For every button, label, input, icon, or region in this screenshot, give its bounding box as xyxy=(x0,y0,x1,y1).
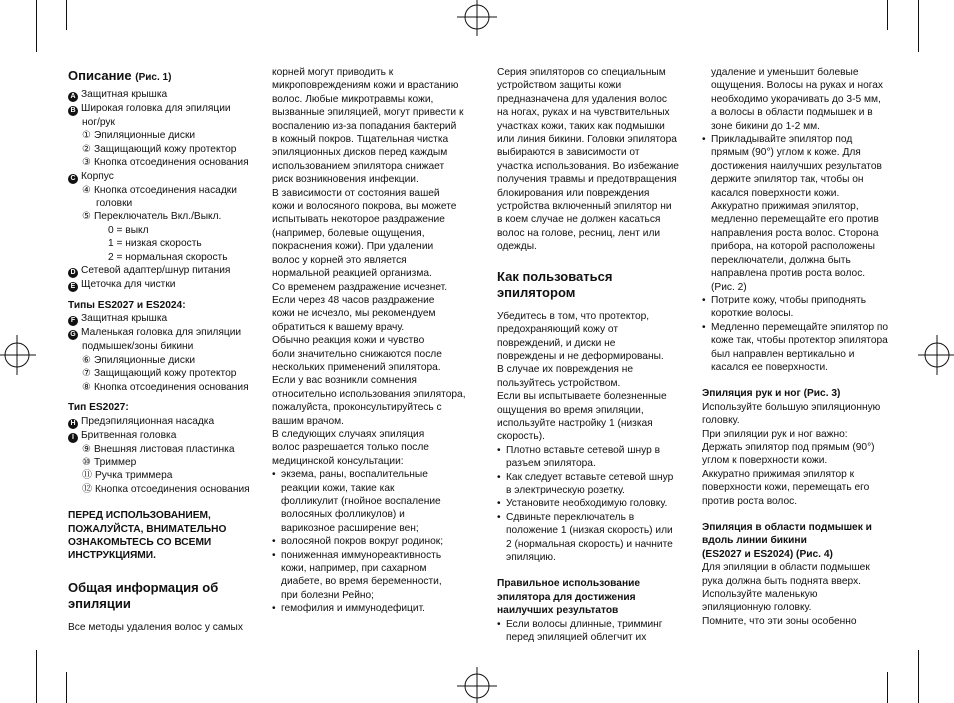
letter-marker-icon: E xyxy=(68,282,78,292)
part-label: 0 = выкл xyxy=(108,224,149,236)
bullet-item xyxy=(702,321,892,375)
bullet-icon: • xyxy=(272,603,276,615)
number-marker-icon: ⑨ xyxy=(82,443,91,455)
text-line xyxy=(497,444,687,457)
letter-marker-icon: I xyxy=(68,433,78,443)
column-description xyxy=(68,66,258,634)
text-line: Держать эпилятор под прямым (90°) xyxy=(702,441,875,453)
part-item xyxy=(68,483,258,496)
section-title-description: Описание (Рис. 1) xyxy=(68,68,172,83)
text-line: пожалуйста, проконсультируйтесь с xyxy=(272,402,442,414)
section-title-how-to-use: Как пользоваться эпилятором xyxy=(497,268,613,300)
text-line xyxy=(272,602,462,615)
part-item xyxy=(68,251,258,264)
text-line: (Рис. 2) xyxy=(711,281,747,293)
text-line: на ногах, руках и на чувствительных xyxy=(497,107,670,119)
text-line: Для эпиляции в области подмышек xyxy=(702,562,870,574)
text-line: был направлен вертикально и xyxy=(711,348,855,360)
text-line: углом к поверхности кожи. xyxy=(702,455,828,467)
part-item xyxy=(68,443,258,456)
text-line: медленно перемещайте его против xyxy=(711,214,879,226)
text-line: При эпиляции рук и ног важно: xyxy=(702,428,848,440)
part-label: 2 = нормальная скорость xyxy=(108,251,228,263)
column-how-to-use xyxy=(497,66,687,644)
bullet-item xyxy=(272,468,462,535)
part-label: Ручка триммера xyxy=(95,470,173,482)
text-line xyxy=(497,471,687,484)
crop-mark xyxy=(66,672,67,703)
crop-mark xyxy=(36,650,37,703)
part-label: Бритвенная головка xyxy=(81,429,177,441)
armpit-heading: Эпиляция в области подмышек и вдоль линии бикини (ES2027 и ES2024) (Рис. 4) xyxy=(702,522,872,560)
text-line: эпиляционную головку. xyxy=(702,602,812,614)
part-label: Маленькая головка для эпиляции xyxy=(81,327,242,339)
part-item xyxy=(68,224,258,237)
text-line xyxy=(272,468,462,481)
warning-text: ПЕРЕД ИСПОЛЬЗОВАНИЕМ, ПОЖАЛУЙСТА, ВНИМАТЕЛЬНО ОЗНАКОМЬТЕСЬ СО ВСЕМИ ИНСТРУКЦИЯМИ. xyxy=(68,510,227,562)
text-line xyxy=(497,618,687,631)
part-label: Кнопка отсоединения основания xyxy=(95,483,250,495)
text-line: переключатели, должна быть xyxy=(711,254,851,266)
bullet-text: экзема, раны, воспалительные xyxy=(281,469,428,481)
part-item xyxy=(68,237,258,250)
text-line: кожи, например, при сахарном xyxy=(281,563,427,575)
bullet-list xyxy=(497,444,687,565)
text-line: Если вы испытываете болезненные xyxy=(497,391,667,403)
text-line: волос у корней это является xyxy=(272,254,407,266)
text-line: устройством защиты кожи xyxy=(497,80,622,92)
text-line: разъем эпилятора. xyxy=(506,458,596,470)
part-label: Кнопка отсоединения насадки xyxy=(93,184,237,196)
text-line: вызванные эпиляцией, могут привести к xyxy=(272,107,464,119)
paragraph-text xyxy=(272,66,466,468)
text-line xyxy=(702,133,892,146)
bullet-icon: • xyxy=(497,511,501,523)
bullet-text: Как следует вставьте сетевой шнур xyxy=(506,471,674,483)
text-line: рука должна быть поднята вверх. xyxy=(702,575,861,587)
part-item xyxy=(68,156,258,169)
part-label: Предэпиляционная насадка xyxy=(81,415,215,427)
text-line: удаление и уменьшит болевые xyxy=(711,67,859,78)
text-line: использованием эпилятора снижает xyxy=(272,160,445,172)
part-label: Кнопка отсоединения основания xyxy=(93,381,249,393)
text-line: Если через 48 часов раздражение xyxy=(272,294,435,306)
text-line: в кожный покров. Тщательная чистка xyxy=(272,134,449,146)
text-line xyxy=(497,497,687,510)
number-marker-icon: ⑪ xyxy=(82,470,92,482)
text-line: Серия эпиляторов со специальным xyxy=(497,67,666,78)
text-line: медицинской консультации: xyxy=(272,455,404,467)
text-line: ощущения во время эпиляции, xyxy=(497,404,644,416)
part-label: Эпиляционные диски xyxy=(93,354,196,366)
text-line xyxy=(272,535,462,548)
bullet-list xyxy=(272,468,462,615)
text-line: головку. xyxy=(702,415,740,427)
text-line: корней могут приводить к xyxy=(272,67,394,78)
number-marker-icon: ④ xyxy=(82,184,91,196)
part-item xyxy=(68,143,258,156)
text-line xyxy=(702,321,892,334)
bullet-icon: • xyxy=(497,618,501,630)
bullet-item xyxy=(272,549,462,603)
part-label: Защитная крышка xyxy=(81,89,168,100)
text-line: перед эпиляцией облегчит их xyxy=(506,632,647,644)
text-line: коже так, чтобы протектор эпилятора xyxy=(711,335,888,347)
type2-heading: Тип ES2027: xyxy=(68,402,129,414)
part-label: Переключатель Вкл./Выкл. xyxy=(93,211,222,223)
text-line: Помните, что эти зоны особенно xyxy=(702,615,857,627)
bullet-text: волосяной покров вокруг родинок; xyxy=(281,536,444,548)
text-line: предназначена для удаления волос xyxy=(497,93,668,105)
parts-list xyxy=(68,88,258,292)
crop-mark xyxy=(918,0,919,52)
text-line xyxy=(702,294,892,307)
text-line: в коем случае не должен касаться xyxy=(497,214,661,226)
bullet-icon: • xyxy=(272,469,276,481)
part-item xyxy=(68,340,258,353)
text-line: покраснения кожи). При удалении xyxy=(272,241,434,253)
part-item xyxy=(68,367,258,380)
paragraph-text xyxy=(497,310,687,444)
bullet-icon: • xyxy=(497,498,501,510)
bullet-icon: • xyxy=(272,536,276,548)
text-line: короткие волосы. xyxy=(711,308,794,320)
text-line: Обычно реакция кожи и чувство xyxy=(272,335,425,347)
part-item xyxy=(68,429,258,443)
bullet-item xyxy=(702,294,892,321)
part-label: подмышек/зоны бикини xyxy=(82,341,194,353)
text-line: нескольких применений эпилятора. xyxy=(272,361,441,373)
text-line: нормальной реакцией организма. xyxy=(272,268,432,280)
registration-mark-left xyxy=(0,330,40,380)
text-line: направления роста волос. Сторона xyxy=(711,227,879,239)
text-line: 2 (нормальная скорость) и начните xyxy=(506,538,673,550)
text-line: относительно использования эпилятора, xyxy=(272,388,466,400)
text-line: Если у вас возникли сомнения xyxy=(272,375,417,387)
part-item xyxy=(68,210,258,223)
registration-mark-top xyxy=(452,0,502,40)
text-line: риск возникновения инфекции. xyxy=(272,174,419,186)
paragraph-text xyxy=(702,561,892,628)
bullet-text: гемофилия и иммунодефицит. xyxy=(281,603,425,615)
paragraph-text xyxy=(497,66,687,254)
number-marker-icon: ⑫ xyxy=(82,483,92,495)
part-item xyxy=(68,312,258,326)
part-item xyxy=(68,381,258,394)
bullet-text: пониженная иммунореактивность xyxy=(281,549,442,561)
bullet-list xyxy=(702,133,892,374)
text-line: зоне бикини до 1-2 мм. xyxy=(711,120,820,132)
number-marker-icon: ⑩ xyxy=(82,456,91,468)
text-line: скорость). xyxy=(497,431,545,443)
proper-use-heading: Правильное использование эпилятора для достижения наилучших результатов xyxy=(497,578,641,617)
text-line: волос на голове, ресниц, лент или xyxy=(497,227,661,239)
part-label: Защитная крышка xyxy=(81,313,168,325)
bullet-text: Установите необходимую головку. xyxy=(506,498,668,510)
text-line: эпиляционных дисков перед каждым xyxy=(272,147,448,159)
registration-mark-right xyxy=(914,330,954,380)
letter-marker-icon: A xyxy=(68,92,78,102)
part-label: Защищающий кожу протектор xyxy=(93,143,237,155)
text-line: испытывать некоторое раздражение xyxy=(272,214,445,226)
text-line: В зависимости от состояния вашей xyxy=(272,187,440,199)
bullet-text: Потрите кожу, чтобы приподнять xyxy=(711,294,867,306)
text-line: при болезни Рейно; xyxy=(281,589,375,601)
text-line: кожи не исчезло, мы рекомендуем xyxy=(272,308,436,320)
part-item xyxy=(68,469,258,482)
text-line: касался ее поверхности. xyxy=(711,361,829,373)
number-marker-icon: ① xyxy=(82,130,91,142)
paragraph-text: Все методы удаления волос у самых xyxy=(68,621,243,633)
bullet-list xyxy=(497,618,687,645)
text-line: обратиться к вашему врачу. xyxy=(272,321,405,333)
text-line: блокирования или повреждения xyxy=(497,187,650,199)
crop-mark xyxy=(918,650,919,703)
part-label: Щеточка для чистки xyxy=(81,279,176,291)
text-line: предохраняющий кожу от xyxy=(497,324,619,336)
text-line: боли значительно снижаются после xyxy=(272,348,442,360)
text-line: волос. Любые микротравмы кожи, xyxy=(272,93,434,105)
text-line: положение 1 (низкая скорость) или xyxy=(506,525,673,537)
paragraph-text xyxy=(702,401,892,508)
text-line: прибора, на которой расположены xyxy=(711,241,875,253)
bullet-text: Сдвиньте переключатель в xyxy=(506,511,635,523)
column-general-info xyxy=(272,66,466,616)
part-item xyxy=(68,184,258,197)
bullet-item xyxy=(702,133,892,294)
bullet-text: Медленно перемещайте эпилятор по xyxy=(711,321,889,333)
number-marker-icon: ⑤ xyxy=(82,211,91,223)
part-item xyxy=(68,116,258,129)
bullet-item xyxy=(497,444,687,471)
text-line: Используйте большую эпиляционную xyxy=(702,401,881,413)
text-line: пользуйтесь устройством. xyxy=(497,377,621,389)
text-line: диабете, во время беременности, xyxy=(281,576,442,588)
text-line xyxy=(497,511,687,524)
text-line: Убедитесь в том, что протектор, xyxy=(497,310,650,322)
text-line: а волосы в области подмышек и в xyxy=(711,107,873,119)
number-marker-icon: ⑦ xyxy=(82,368,91,380)
text-line: выбираются в зависимости от xyxy=(497,147,640,159)
text-line: волос разрешается только после xyxy=(272,442,429,454)
types-parts-list xyxy=(68,312,258,394)
bullet-text: Если волосы длинные, тримминг xyxy=(506,618,663,630)
letter-marker-icon: D xyxy=(68,268,78,278)
text-line: в электрическую розетку. xyxy=(506,484,625,496)
text-line: получения травмы и предотвращения xyxy=(497,174,677,186)
part-item xyxy=(68,278,258,292)
text-line: повреждений, и диски не xyxy=(497,337,616,349)
part-label: ног/рук xyxy=(82,117,115,128)
letter-marker-icon: H xyxy=(68,419,78,429)
text-line: используйте настройку 1 (низкая xyxy=(497,417,653,429)
text-line: или линия бикини. Головки эпилятора xyxy=(497,134,677,146)
bullet-icon: • xyxy=(702,134,706,146)
text-line xyxy=(272,549,462,562)
text-line: устройства включенный эпилятор ни xyxy=(497,201,672,213)
types-heading: Типы ES2027 и ES2024: xyxy=(68,300,186,312)
type2-parts-list xyxy=(68,415,258,497)
part-label: 1 = низкая скорость xyxy=(108,238,202,250)
part-item xyxy=(68,456,258,469)
bullet-text: Плотно вставьте сетевой шнур в xyxy=(506,444,660,456)
text-line: фолликулит (гнойное воспаление xyxy=(281,496,441,507)
text-line: одежды. xyxy=(497,241,537,253)
legs-heading: Эпиляция рук и ног (Рис. 3) xyxy=(702,388,841,400)
part-label: Триммер xyxy=(93,456,137,468)
crop-mark xyxy=(887,0,888,30)
crop-mark xyxy=(66,0,67,30)
part-label: Корпус xyxy=(81,170,114,182)
registration-mark-bottom xyxy=(452,663,502,703)
text-line: Аккуратно прижимая эпилятор, xyxy=(711,201,859,213)
text-line: касался поверхности кожи. xyxy=(711,187,840,199)
part-item xyxy=(68,326,258,340)
text-line: прямым (90°) углом к коже. Для xyxy=(711,147,861,159)
part-item xyxy=(68,264,258,278)
part-label: Внешняя листовая пластинка xyxy=(93,443,235,455)
part-label: головки xyxy=(96,198,133,210)
part-label: Защищающий кожу протектор xyxy=(93,368,237,380)
part-item xyxy=(68,415,258,429)
bullet-icon: • xyxy=(702,321,706,333)
bullet-icon: • xyxy=(702,294,706,306)
bullet-item xyxy=(497,471,687,498)
text-line: повреждены и не деформированы. xyxy=(497,350,664,362)
column-usage-tips xyxy=(702,66,892,628)
text-line: реакции кожи, такие как xyxy=(281,482,395,494)
bullet-item xyxy=(497,497,687,510)
number-marker-icon: ⑥ xyxy=(82,354,91,366)
bullet-icon: • xyxy=(272,549,276,561)
text-line: В следующих случаях эпиляция xyxy=(272,428,425,440)
text-line: против роста волос. xyxy=(702,495,798,507)
part-label: Сетевой адаптер/шнур питания xyxy=(81,265,231,277)
part-item xyxy=(68,88,258,102)
paragraph-text xyxy=(702,66,892,133)
number-marker-icon: ② xyxy=(82,143,91,155)
text-line: участках кожи, таких как подмышки xyxy=(497,120,665,132)
bullet-item xyxy=(272,535,462,548)
text-line: варикозное расширение вен; xyxy=(281,522,419,534)
bullet-icon: • xyxy=(497,444,501,456)
part-item xyxy=(68,170,258,184)
letter-marker-icon: G xyxy=(68,330,78,340)
text-line: В случае их повреждения не xyxy=(497,364,634,376)
text-line: Аккуратно прижимая эпилятор к xyxy=(702,468,855,480)
bullet-item xyxy=(272,602,462,615)
text-line: (например, болевые ощущения, xyxy=(272,227,425,239)
part-label: Широкая головка для эпиляции xyxy=(81,103,231,114)
text-line: направлена против роста волос. xyxy=(711,268,866,280)
text-line: Со временем раздражение исчезнет. xyxy=(272,281,448,293)
part-item xyxy=(68,129,258,142)
text-line: поверхности кожи, перемещать его xyxy=(702,482,870,494)
text-line: участка использования. Во избежание xyxy=(497,160,679,172)
crop-mark xyxy=(887,672,888,703)
part-label: Эпиляционные диски xyxy=(93,130,196,142)
text-line: эпиляцию. xyxy=(506,552,556,563)
text-line: Используйте маленькую xyxy=(702,589,818,601)
text-line: волосяных фолликулов) и xyxy=(281,509,405,521)
section-title-general: Общая информация об эпиляции xyxy=(68,579,219,611)
text-line: воспалению из-за попадания бактерий xyxy=(272,120,457,132)
bullet-item xyxy=(497,511,687,565)
bullet-item xyxy=(497,618,687,645)
text-line: кожи и волосяного покрова, вы можете xyxy=(272,201,457,213)
bullet-text: Прикладывайте эпилятор под xyxy=(711,134,853,146)
text-line: достижения наилучших результатов xyxy=(711,160,882,172)
part-item xyxy=(68,102,258,116)
letter-marker-icon: B xyxy=(68,106,78,116)
text-line: держите эпилятор так, чтобы он xyxy=(711,174,864,186)
part-item xyxy=(68,354,258,367)
crop-mark xyxy=(36,0,37,52)
text-line: ощущения. Волосы на руках и ногах xyxy=(711,80,883,92)
number-marker-icon: ⑧ xyxy=(82,381,91,393)
letter-marker-icon: F xyxy=(68,316,78,326)
text-line: микроповреждениям кожи и врастанию xyxy=(272,80,459,92)
letter-marker-icon: C xyxy=(68,174,78,184)
part-item xyxy=(68,197,258,210)
number-marker-icon: ③ xyxy=(82,157,91,169)
part-label: Кнопка отсоединения основания xyxy=(93,157,249,169)
bullet-icon: • xyxy=(497,471,501,483)
text-line: вашим врачом. xyxy=(272,415,344,427)
text-line: необходимо укорачивать до 3-5 мм, xyxy=(711,93,881,105)
